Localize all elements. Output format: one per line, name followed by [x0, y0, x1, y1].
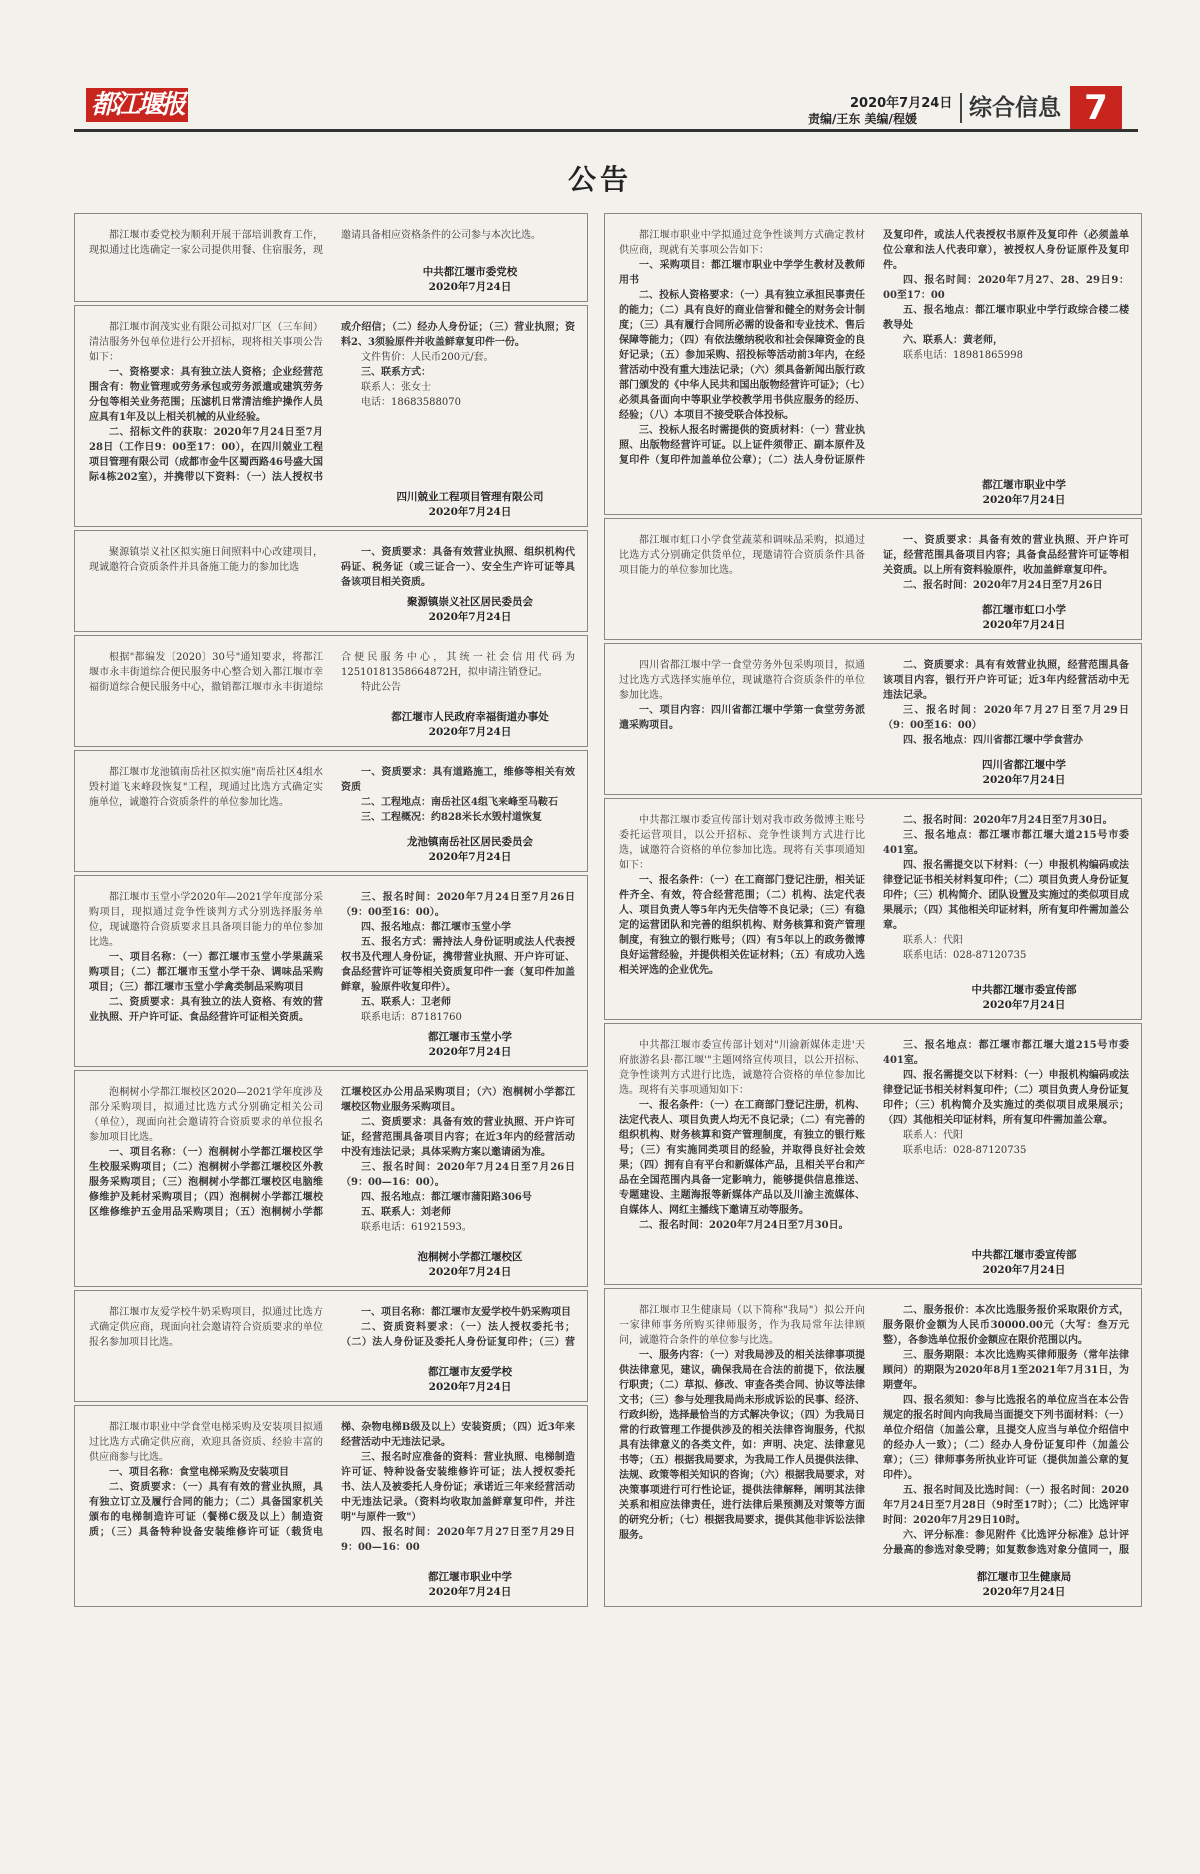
- newspaper-logo: 都江堰报: [86, 88, 188, 122]
- notice-body: [619, 1303, 1129, 1566]
- notice-paragraph: 一、项目名称：（一）泡桐树小学都江堰校区学生校服采购项目；（二）泡桐树小学都江堰校区外教服务采购项目；（三）泡桐树小学都江堰校区电脑维修维护及耗材采购项目；（四）泡桐树小学都江堰校区维修维护五金用品采购项目；（五）泡桐树小学都江堰校区办公用品采购项目；（六）泡桐树小学都江堰校区物业服务采购项目。: [89, 1087, 575, 1218]
- notice-paragraph: 二、资质要求：具备有效的营业执照、开户许可证，经营范围具备项目内容；在近3年内的经营活动中没有违法记录；具体采购方案以邀请函为准。: [341, 1117, 575, 1158]
- notice-paragraph: 一、报名条件：（一）在工商部门登记注册，相关证件齐全、有效，符合经营范围；（二）机构、法定代表人、项目负责人等5年内无失信等不良记录；（三）有稳定的运营团队和完善的组织机构、财务核算和资产管理制度，有独立的银行账号；（四）有5年以上的政务微博良好运营经验，并提供相关佐证材料；（五）有成功入选相关评选的企业优先。: [619, 875, 865, 976]
- notice-paragraph: 中共都江堰市委宣传部计划对我市政务微博主账号委托运营项目，以公开招标、竞争性谈判方式进行比选，诚邀符合资格的单位参加比选。现将有关事项通知如下：: [619, 815, 865, 871]
- notice-signature: [365, 710, 575, 740]
- signature-date: 2020年7月24日: [982, 999, 1066, 1011]
- notice-paragraph: 二、资质要求：（一）具有有效的营业执照，具有独立订立及履行合同的能力；（二）具备国家机关颁布的电梯制造许可证（餐梯C级及以上）制造资质；（三）具备特种设备安装维修许可证（载货电梯、杂物电梯B级及以上）安装资质；（四）近3年来经营活动中无违法记录。: [89, 1422, 575, 1538]
- notice-body: [89, 765, 575, 831]
- signature-date: 2020年7月24日: [982, 1264, 1066, 1276]
- signature-organization: 都江堰市卫生健康局: [976, 1571, 1072, 1583]
- notice-paragraph: 都江堰市润茂实业有限公司拟对厂区（三车间）清洁服务外包单位进行公开招标，现将相关事项公告如下：: [89, 322, 323, 363]
- notice-signature: [365, 835, 575, 865]
- issue-date: 2020年7月24日: [850, 96, 953, 111]
- notice-paragraph: 二、投标人资格要求：（一）具有独立承担民事责任的能力；（二）具有良好的商业信誉和健全的财务会计制度；（三）具有履行合同所必需的设备和专业技术、售后保障等能力；（四）有依法缴纳税收和社会保障资金的良好记录；（五）参加采购、招投标等活动前3年内，在经营活动中没有重大违法记录；（六）须具备新闻出版行政部门颁发的《中华人民共和国出版物经营许可证》；（七）必须具备面向中等职业学校教学用书供应服务的经历、经验；（八）本项目不接受联合体投标。: [619, 290, 865, 421]
- notice-paragraph: 二、报名时间：2020年7月24日至7月26日: [903, 580, 1103, 591]
- notice-paragraph: 二、报名时间：2020年7月24日至7月30日。: [903, 815, 1113, 826]
- notice-paragraph: 二、工程地点：南岳社区4组飞来峰至马鞍石: [361, 797, 558, 808]
- notice-paragraph: 四、报名时间：2020年7月27、28、29日9：00至17：00: [883, 275, 1129, 301]
- notice-paragraph: 四、报名地点：都江堰市玉堂小学: [361, 922, 511, 933]
- notice-signature: [365, 1365, 575, 1395]
- signature-organization: 中共都江堰市委宣传部: [971, 984, 1077, 996]
- signature-date: 2020年7月24日: [428, 281, 512, 293]
- notice-paragraph: 联系电话：18981865998: [903, 350, 1023, 361]
- notice-paragraph: 聚源镇崇义社区拟实施日间照料中心改建项目，现诚邀符合资质条件并具备施工能力的参加比选: [89, 547, 323, 573]
- notice-paragraph: 二、报名时间：2020年7月24日至7月30日。: [639, 1220, 849, 1231]
- notice-signature: [919, 758, 1129, 788]
- notice-paragraph: 三、报名地点：都江堰市都江堰大道215号市委401室。: [883, 830, 1129, 856]
- notice-paragraph: 中共都江堰市委宣传部计划对"川渝新媒体走进'天府旅游名县·都江堰'"主题网络宣传项目，以公开招标、竞争性谈判方式进行比选，诚邀符合资格的单位参加比选。现将有关事项通知如下：: [619, 1040, 865, 1096]
- notice-paragraph: 四、报名需提交以下材料：（一）申报机构编码或法律登记证书相关材料复印件；（二）项目负责人身份证复印件；（三）机构简介、团队设置及实施过的类似项目成果展示；（四）其他相关印证材料，所有复印件需加盖公章。: [883, 860, 1129, 931]
- header-divider: [74, 129, 1138, 132]
- notice-signature: [919, 1248, 1129, 1278]
- signature-organization: 都江堰市玉堂小学: [428, 1031, 512, 1043]
- notice-body: [89, 650, 575, 706]
- notice-paragraph: 五、联系人：卫老师: [361, 997, 451, 1008]
- notice-box: [74, 305, 588, 527]
- notice-signature: [365, 265, 575, 295]
- notice-box: [74, 1070, 588, 1287]
- notice-box: [74, 530, 588, 632]
- notice-paragraph: 都江堰市职业中学拟通过竞争性谈判方式确定教材供应商，现就有关事项公告如下：: [619, 230, 865, 256]
- signature-organization: 都江堰市职业中学: [428, 1571, 512, 1583]
- masthead: [0, 0, 1200, 128]
- notice-body: [619, 658, 1129, 754]
- signature-date: 2020年7月24日: [982, 494, 1066, 506]
- signature-date: 2020年7月24日: [428, 506, 512, 518]
- notice-paragraph: 都江堰市玉堂小学2020年—2021学年度部分采购项目，现拟通过竞争性谈判方式分别选择服务单位，现诚邀符合资质要求且具备项目能力的单位参加比选。: [89, 892, 323, 948]
- signature-organization: 都江堰市职业中学: [982, 479, 1066, 491]
- notice-paragraph: 联系电话：028-87120735: [903, 1145, 1027, 1156]
- notice-box: [74, 1405, 588, 1607]
- notice-paragraph: 五、联系人：刘老师: [361, 1207, 451, 1218]
- notice-paragraph: 二、资质资料要求：（一）法人授权委托书；（二）法人身份证及委托人身份证复印件；（三）营: [341, 1322, 575, 1348]
- notice-box: [604, 643, 1142, 795]
- signature-date: 2020年7月24日: [428, 851, 512, 863]
- notice-paragraph: 一、资格要求：具有独立法人资格；企业经营范围含有：物业管理或劳务承包或劳务派遣或建筑劳务分包等相关业务范围；压滤机日常清洁维护操作人员应具有1年及以上相关机械的从业经验。: [89, 367, 323, 423]
- notice-paragraph: 联系人：代阳: [903, 935, 963, 946]
- notice-box: [604, 1023, 1142, 1285]
- notice-signature: [919, 983, 1129, 1013]
- notice-paragraph: 四、报名须知：参与比选报名的单位应当在本公告规定的报名时间内向我局当面提交下列书面材料：（一）单位介绍信（加盖公章，且提交人应当与单位介绍信中的经办人一致）；（二）经办人身份证复印件（加盖公章）；（三）律师事务所执业许可证（提供加盖公章的复印件）。: [883, 1395, 1129, 1481]
- notice-signature: [365, 1250, 575, 1280]
- signature-organization: 龙池镇南岳社区居民委员会: [407, 836, 533, 848]
- notice-paragraph: 三、报名时间：2020年7月24日至7月26日（9：00至16：00）。: [341, 892, 575, 918]
- notice-paragraph: 特此公告: [361, 682, 401, 693]
- notice-paragraph: 一、采购项目：都江堰市职业中学学生教材及教师用书: [619, 260, 865, 286]
- signature-organization: 四川省都江堰中学: [982, 759, 1066, 771]
- notice-signature: [365, 490, 575, 520]
- notice-paragraph: 文件售价：人民币200元/套。: [361, 352, 494, 363]
- notice-box: [604, 798, 1142, 1020]
- editors-credit: 责编/王东 美编/程媛: [808, 112, 917, 126]
- notice-paragraph: 三、工程概况：约828米长水毁村道恢复: [361, 812, 542, 823]
- signature-date: 2020年7月24日: [428, 1586, 512, 1598]
- notice-paragraph: 五、报名方式：需持法人身份证明或法人代表授权书及代理人身份证，携带营业执照、开户许可证、食品经营许可证等相关资质复印件一套（复印件加盖鲜章，验原件收复印件）。: [341, 937, 575, 993]
- notice-paragraph: 一、资质要求：具备有效的营业执照、开户许可证，经营范围具备项目内容；具备食品经营许可证等相关资质。以上所有资料验原件，收加盖鲜章复印件。: [883, 535, 1129, 576]
- notice-body: [89, 1305, 575, 1361]
- notice-paragraph: 一、资质要求：具有道路施工，维修等相关有效资质: [341, 767, 575, 793]
- notice-box: [74, 750, 588, 872]
- notice-signature: [365, 595, 575, 625]
- notice-paragraph: 都江堰市职业中学食堂电梯采购及安装项目拟通过比选方式确定供应商，欢迎具备资质、经验丰富的供应商参与比选。: [89, 1422, 323, 1463]
- notice-paragraph: 五、报名时间及比选时间：（一）报名时间：2020年7月24日至7月28日（9时至17时）；（二）比选评审时间：2020年7月29日10时。: [883, 1485, 1129, 1526]
- notice-box: [604, 1288, 1142, 1607]
- notice-box: [74, 213, 588, 302]
- signature-date: 2020年7月24日: [428, 726, 512, 738]
- signature-date: 2020年7月24日: [428, 611, 512, 623]
- notice-body: [89, 890, 575, 1026]
- notice-paragraph: 一、项目内容：四川省都江堰中学第一食堂劳务派遣采购项目。: [619, 705, 865, 731]
- notice-paragraph: 联系电话：87181760: [361, 1012, 462, 1023]
- notice-paragraph: 六、联系人：黄老师，: [903, 335, 1003, 346]
- notice-paragraph: 二、资质要求：具有有效营业执照，经营范围具备该项目内容，银行开户许可证；近3年内经营活动中无违法记录。: [883, 660, 1129, 701]
- notice-body: [89, 320, 575, 486]
- section-title: 综合信息: [960, 93, 1061, 123]
- notice-signature: [919, 478, 1129, 508]
- notice-box: [74, 1290, 588, 1402]
- signature-organization: 泡桐树小学都江堰校区: [417, 1251, 523, 1263]
- signature-date: 2020年7月24日: [982, 774, 1066, 786]
- notice-paragraph: 一、资质要求：具备有效营业执照、组织机构代码证、税务证（或三证合一）、安全生产许可证等具备该项目相关资质。: [341, 547, 575, 588]
- notice-paragraph: 都江堰市友爱学校牛奶采购项目，拟通过比选方式确定供应商，现面向社会邀请符合资质要求的单位报名参加项目比选。: [89, 1307, 323, 1348]
- signature-organization: 中共都江堰市委宣传部: [971, 1249, 1077, 1261]
- notice-paragraph: 联系人：张女士: [361, 382, 431, 393]
- signature-date: 2020年7月24日: [982, 1586, 1066, 1598]
- notice-paragraph: 六、评分标准：参见附件《比选评分标准》总计评分最高的参选对象受聘；如复数参选对象分值同一，服: [883, 1530, 1129, 1556]
- notice-body: [89, 1085, 575, 1246]
- notice-paragraph: 四、报名地点：都江堰市蒲阳路306号: [361, 1192, 532, 1203]
- notice-paragraph: 电话：18683588070: [361, 397, 461, 408]
- page-title: 公告: [567, 163, 632, 196]
- notice-paragraph: 联系电话：61921593。: [361, 1222, 472, 1233]
- notice-body: [619, 1038, 1129, 1244]
- notice-body: [89, 1420, 575, 1566]
- notice-body: [89, 545, 575, 591]
- signature-organization: 中共都江堰市委党校: [422, 266, 518, 278]
- notice-body: [89, 228, 575, 261]
- notice-paragraph: 三、报名时间：2020年7月27日至7月29日（9：00至16：00）: [883, 705, 1129, 731]
- signature-date: 2020年7月24日: [428, 1266, 512, 1278]
- notice-paragraph: 五、报名地点：都江堰市职业中学行政综合楼二楼教导处: [883, 305, 1129, 331]
- notice-paragraph: 一、报名条件：（一）在工商部门登记注册，机构、法定代表人、项目负责人均无不良记录；（二）有完善的组织机构、财务核算和资产管理制度，有独立的银行账号；（三）有实施同类项目的经验，并取得良好社会效果；（四）拥有自有平台和新媒体产品，且相关平台和产品在全国范围内具备一定影响力，能够提供信息推送、专题建设、主题海报等新媒体产品以及川渝主流媒体、自媒体人、网红主播线下邀请互动等服务。: [619, 1100, 865, 1216]
- notice-paragraph: 二、招标文件的获取：2020年7月24日至7月28日（工作日9：00至17：00），在四川兢业工程项目管理有限公司（成都市金牛区蜀西路46号盛大国际4栋202室），并携带以下资料：（一）法人授权书或介绍信；（二）经办人身份证；（三）营业执照；资料2、3须验原件并收盖鲜章复印件一份。: [89, 322, 575, 483]
- notice-paragraph: 泡桐树小学都江堰校区2020—2021学年度涉及部分采购项目，拟通过比选方式分别确定相关公司（单位），现面向社会邀请符合资质要求的单位报名参加项目比选。: [89, 1087, 323, 1143]
- signature-date: 2020年7月24日: [428, 1046, 512, 1058]
- notice-paragraph: 二、服务报价：本次比选服务报价采取限价方式，服务限价金额为人民币30000.00元（大写：叁万元整），各参选单位报价金额应在限价范围以内。: [883, 1305, 1129, 1346]
- notice-signature: [365, 1570, 575, 1600]
- notice-box: [74, 635, 588, 747]
- notice-paragraph: 联系电话：028-87120735: [903, 950, 1027, 961]
- notice-body: [619, 533, 1129, 599]
- notice-paragraph: 根据"都编发〔2020〕30号"通知要求，将都江堰市永丰街道综合便民服务中心整合划入都江堰市幸福街道综合便民服务中心，撤销都江堰市永丰街道综合便民服务中心，其统一社会信用代码为12510181358664872H，拟申请注销登记。: [89, 652, 575, 693]
- notice-paragraph: 一、项目名称：（一）都江堰市玉堂小学果蔬采购项目；（二）都江堰市玉堂小学干杂、调味品采购项目；（三）都江堰市玉堂小学禽类制品采购项目: [89, 952, 323, 993]
- signature-organization: 都江堰市人民政府幸福街道办事处: [391, 711, 549, 723]
- notice-paragraph: 联系人：代阳: [903, 1130, 963, 1141]
- notice-paragraph: 一、项目名称：都江堰市友爱学校牛奶采购项目: [361, 1307, 571, 1318]
- notice-paragraph: 二、资质要求：具有独立的法人资格、有效的营业执照、开户许可证、食品经营许可证相关资质。: [89, 997, 323, 1023]
- signature-organization: 聚源镇崇义社区居民委员会: [407, 596, 533, 608]
- notice-box: [604, 213, 1142, 515]
- page-number: 7: [1070, 86, 1122, 130]
- notice-paragraph: 三、联系方式：: [361, 367, 431, 378]
- notice-body: [619, 813, 1129, 979]
- notice-box: [604, 518, 1142, 640]
- signature-organization: 都江堰市友爱学校: [428, 1366, 512, 1378]
- notice-body: [619, 228, 1129, 474]
- notice-paragraph: 四、报名时间：2020年7月27日至7月29日9：00—16：00: [341, 1527, 575, 1553]
- signature-organization: 四川兢业工程项目管理有限公司: [396, 491, 544, 503]
- notice-paragraph: 都江堰市虹口小学食堂蔬菜和调味品采购，拟通过比选方式分别确定供货单位，现邀请符合资质条件具备项目能力的单位参加比选。: [619, 535, 865, 576]
- notice-paragraph: 三、报名时应准备的资料：营业执照、电梯制造许可证、特种设备安装维修许可证；法人授权委托书、法人及被委托人身份证；承诺近三年来经营活动中无违法记录。（资料均收取加盖鲜章复印件，并注明"与原件一致"）: [341, 1452, 575, 1523]
- signature-date: 2020年7月24日: [982, 619, 1066, 631]
- signature-organization: 都江堰市虹口小学: [982, 604, 1066, 616]
- notice-paragraph: 三、报名地点：都江堰市都江堰大道215号市委401室。: [883, 1040, 1129, 1066]
- signature-date: 2020年7月24日: [428, 1381, 512, 1393]
- notice-signature: [919, 1570, 1129, 1600]
- notice-box: [74, 875, 588, 1067]
- notice-paragraph: 三、服务期限：本次比选购买律师服务（常年法律顾问）的期限为2020年8月1至2021年7月31日，为期壹年。: [883, 1350, 1129, 1391]
- notice-paragraph: 都江堰市委党校为顺利开展干部培训教育工作，现拟通过比选确定一家公司提供用餐、住宿服务，现邀请具备相应资格条件的公司参与本次比选。: [89, 230, 541, 256]
- notice-paragraph: 都江堰市卫生健康局（以下简称"我局"）拟公开向一家律师事务所购买律师服务，作为我局常年法律顾问，诚邀符合条件的单位参与比选。: [619, 1305, 865, 1346]
- notice-paragraph: 四、报名需提交以下材料：（一）申报机构编码或法律登记证书相关材料复印件；（二）项目负责人身份证复印件；（三）机构简介及实施过的类似项目成果展示；（四）其他相关印证材料，所有复印件需加盖公章。: [883, 1070, 1129, 1126]
- notice-paragraph: 三、报名时间：2020年7月24日至7月26日（9：00—16：00）。: [341, 1162, 575, 1188]
- notice-paragraph: 四川省都江堰中学一食堂劳务外包采购项目，拟通过比选方式选择实施单位，现诚邀符合资质条件的单位参加比选。: [619, 660, 865, 701]
- notice-paragraph: 一、项目名称：食堂电梯采购及安装项目: [109, 1467, 289, 1478]
- notice-signature: [365, 1030, 575, 1060]
- notice-paragraph: 都江堰市龙池镇南岳社区拟实施"南岳社区4组水毁村道飞来峰段恢复"工程，现通过比选方式确定实施单位，诚邀符合资质条件的单位参加比选。: [89, 767, 323, 808]
- notice-paragraph: 一、服务内容：（一）对我局涉及的相关法律事项提供法律意见，建议，确保我局在合法的前提下，依法履行职责；（二）草拟、修改、审查各类合同、协议等法律文书；（三）参与处理我局尚未形成诉讼的民事、经济、行政纠纷，选择最恰当的方式解决争议；（四）为我局日常的行政管理工作提供涉及的相关法律咨询服务，代拟具有法律意义的各类文件，如：声明、决定、法律意见书等；（五）根据我局要求，为我局工作人员提供法律、法规、政策等相关知识的咨询；（六）根据我局要求，对决策事项进行可行性论证，提供法律解释，阐明其法律关系和相应法律责任，进行法律后果预测及对策等方面的研究分析；（七）根据我局要求，提供其他非诉讼法律服务。: [619, 1350, 865, 1541]
- notice-paragraph: 四、报名地点：四川省都江堰中学食营办: [903, 735, 1083, 746]
- notice-paragraph: 三、投标人报名时需提供的资质材料：（一）营业执照、出版物经营许可证。以上证件须带正、副本原件及复印件（复印件加盖单位公章）；（二）法人身份证原件及复印件，或法人代表授权书原件及复印件（必须盖单位公章和法人代表印章），被授权人身份证原件及复印件。: [619, 230, 1129, 466]
- notice-signature: [919, 603, 1129, 633]
